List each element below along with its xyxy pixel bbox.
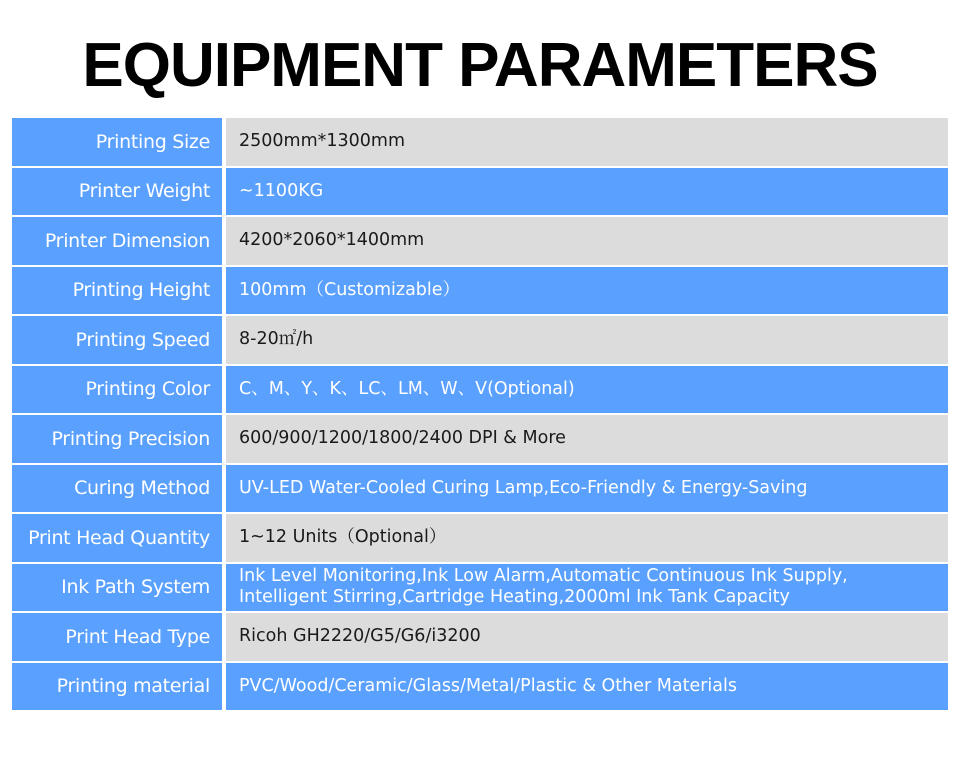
- row-label: Printer Weight: [12, 168, 222, 218]
- row-value: 100mm（Customizable）: [226, 267, 948, 317]
- table-row: [12, 465, 948, 515]
- row-label: Printing Height: [12, 267, 222, 317]
- row-value: 4200*2060*1400mm: [226, 217, 948, 267]
- row-value: C、M、Y、K、LC、LM、W、V(Optional): [226, 366, 948, 416]
- row-label: Print Head Quantity: [12, 514, 222, 564]
- row-value: Ricoh GH2220/G5/G6/i3200: [226, 613, 948, 663]
- table-row: [12, 316, 948, 366]
- table-row: [12, 514, 948, 564]
- row-value: Ink Level Monitoring,Ink Low Alarm,Automatic Continuous Ink Supply, Intelligent Stirring,Cartridge Heating,2000ml Ink Tank Capacity: [226, 564, 948, 614]
- row-label: Curing Method: [12, 465, 222, 515]
- row-label: Printer Dimension: [12, 217, 222, 267]
- row-label: Printing Speed: [12, 316, 222, 366]
- row-value: 600/900/1200/1800/2400 DPI & More: [226, 415, 948, 465]
- row-label: Ink Path System: [12, 564, 222, 614]
- row-label: Printing Size: [12, 118, 222, 168]
- table-row: [12, 168, 948, 218]
- table-row: [12, 564, 948, 614]
- row-value: UV-LED Water-Cooled Curing Lamp,Eco-Friendly & Energy-Saving: [226, 465, 948, 515]
- table-row: [12, 663, 948, 713]
- row-value: 1~12 Units（Optional）: [226, 514, 948, 564]
- table-row: [12, 415, 948, 465]
- table-row: [12, 267, 948, 317]
- page-title: EQUIPMENT PARAMETERS: [82, 31, 878, 100]
- table-row: [12, 118, 948, 168]
- parameters-table: [12, 118, 948, 712]
- row-value: 2500mm*1300mm: [226, 118, 948, 168]
- table-row: [12, 366, 948, 416]
- table-row: [12, 217, 948, 267]
- row-value: ~1100KG: [226, 168, 948, 218]
- row-label: Printing Color: [12, 366, 222, 416]
- row-value: 8-20㎡/h: [226, 316, 948, 366]
- row-label: Printing material: [12, 663, 222, 713]
- row-label: Print Head Type: [12, 613, 222, 663]
- row-label: Printing Precision: [12, 415, 222, 465]
- table-row: [12, 613, 948, 663]
- row-value: PVC/Wood/Ceramic/Glass/Metal/Plastic & Other Materials: [226, 663, 948, 713]
